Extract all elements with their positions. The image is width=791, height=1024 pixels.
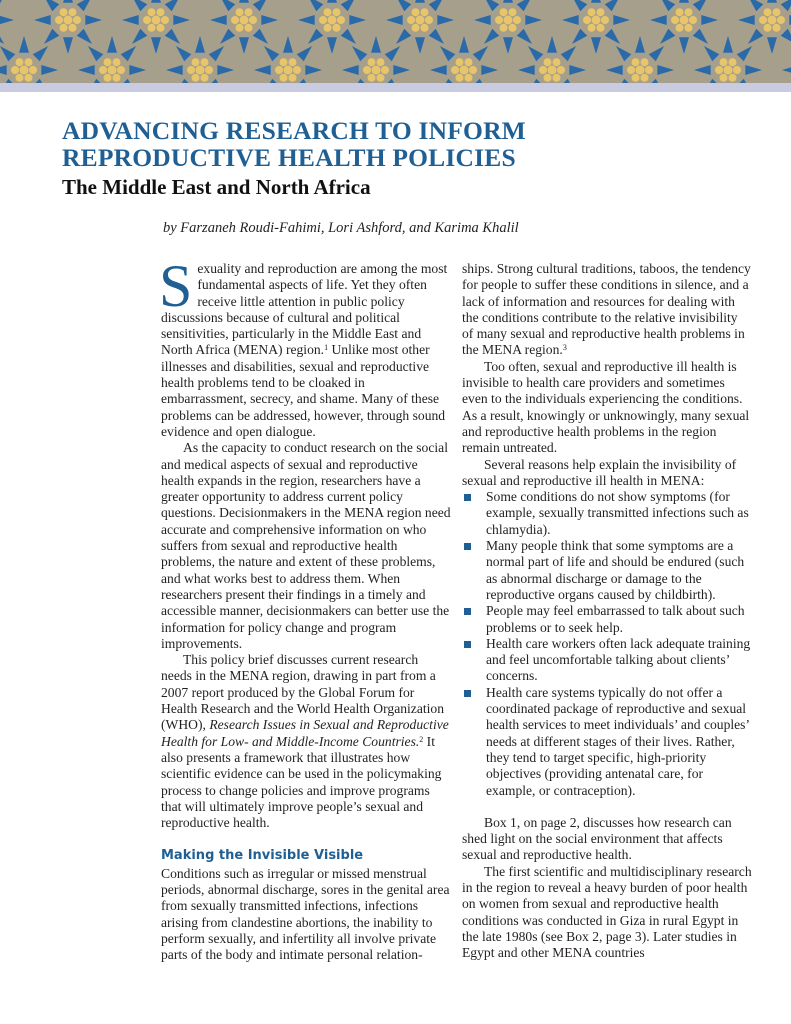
spacer [462, 799, 752, 815]
paragraph: Box 1, on page 2, discusses how research can shed light on the social environment that affects sexual and reproductive health. [462, 814, 732, 863]
list-item [462, 636, 752, 685]
section-heading: Making the Invisible Visible [161, 848, 364, 864]
list-item [462, 489, 752, 538]
drop-cap: S [159, 253, 193, 319]
list-item [462, 538, 752, 603]
subtitle: The Middle East and North Africa [62, 175, 371, 199]
column-2 [462, 261, 752, 961]
byline: by Farzaneh Roudi-Fahimi, Lori Ashford, and Karima Khalil [163, 220, 519, 236]
paragraph [161, 652, 451, 831]
header-banner [0, 0, 791, 83]
text: Unlike most other illnesses and disabilities, sexual and reproductive health problems tend to be cloaked in embarrassment, secrecy, and shame. Many of these problems can be addressed, however, through sound evidence and open dialogue. [161, 342, 446, 439]
list-item-text: Health care systems typically do not offer a coordinated package of reproductive and sexual health services to meet individuals’ and couples’ needs at different stages of their lives. Rather, they tend to target specific, high-priority objectives (providing antenatal care, for example, or contraception). [486, 684, 749, 798]
footnote-ref: 3 [562, 343, 567, 353]
list-item-text: Some conditions do not show symptoms (for example, sexually transmitted infections such as chlamydia). [486, 489, 749, 537]
bullet-list [462, 489, 752, 799]
list-item-text: Many people think that some symptoms are a normal part of life and should be endured (such as abnormal discharge or damage to the reproductive organs caused by childbirth). [486, 538, 745, 602]
footnote-ref: 1 [324, 343, 329, 353]
list-item [462, 685, 752, 799]
square-bullet-icon [464, 690, 471, 697]
text: This policy brief discusses current research needs in the MENA region, drawing in part from a 2007 report produced by the Global Forum for Health Research and the World Health Organization (WHO), [161, 652, 445, 733]
paragraph: Conditions such as irregular or missed menstrual periods, abnormal discharge, sores in the genital area from sexually transmitted infections, infections arising from clandestine abortions, the inability to perform sexually, and infertility all involve private parts of the body and intimate personal relation- [161, 865, 450, 963]
square-bullet-icon [464, 494, 471, 501]
paragraph [462, 261, 752, 359]
report-title: Research Issues in Sexual and Reproductive Health for Low- and Middle-Income Countries. [161, 717, 449, 749]
title-line-1: ADVANCING RESEARCH TO INFORM [62, 116, 526, 145]
paragraph: Several reasons help explain the invisibility of sexual and reproductive ill health in MENA: [462, 456, 737, 488]
square-bullet-icon [464, 543, 471, 550]
header-band [0, 83, 791, 92]
footnote-ref: 2 [419, 734, 424, 744]
tile-pattern-image [0, 0, 791, 83]
paragraph: The first scientific and multidisciplinary research in the region to reveal a heavy burden of poor health on women from sexual and reproductive health conditions was conducted in Giza in rural Egypt in the late 1980s (see Box 2, page 3). Later studies in Egypt and other MENA countries [462, 863, 752, 961]
square-bullet-icon [464, 608, 471, 615]
list-item-text: People may feel embarrassed to talk about such problems or to seek help. [486, 603, 745, 635]
text: It also presents a framework that illustrates how scientific evidence can be used in the policymaking process to change policies and improve programs that will ultimately improve people’s sexual and reproductive health. [161, 733, 442, 831]
title-line-2: REPRODUCTIVE HEALTH POLICIES [62, 143, 516, 172]
column-1 [159, 253, 451, 963]
paragraph [159, 253, 451, 440]
list-item-text: Health care workers often lack adequate training and feel uncomfortable talking about clients’ concerns. [486, 635, 751, 684]
list-item [462, 603, 752, 636]
square-bullet-icon [464, 641, 471, 648]
text: exuality and reproduction are among the most fundamental aspects of life. Yet they often receive little attention in public policy discussions because of cultural and political sensitivities, particularly in the Middle East and North Africa (MENA) region. [161, 261, 448, 358]
text: ships. Strong cultural traditions, taboos, the tendency for people to suffer these conditions in silence, and a lack of information and resources for dealing with the conditions contribute to the relative invisibility of many sexual and reproductive health problems in the MENA region. [462, 261, 751, 358]
paragraph: As the capacity to conduct research on the social and medical aspects of sexual and reproductive health expands in the region, researchers have a greater opportunity to address current policy questions. Decisionmakers in the MENA region need accurate and comprehensive information on who suffers from sexual and reproductive health problems, the nature and extent of these problems, and what works best to address them. When researchers present their findings in a timely and accessible manner, decisionmakers can better use the information for policy change and program improvements. [161, 440, 451, 651]
page-title [62, 117, 582, 171]
paragraph: Too often, sexual and reproductive ill health is invisible to health care providers and sometimes even to the individuals experiencing the conditions. As a result, knowingly or unknowingly, many sexual and reproductive health problems in the region remain untreated. [462, 358, 750, 456]
